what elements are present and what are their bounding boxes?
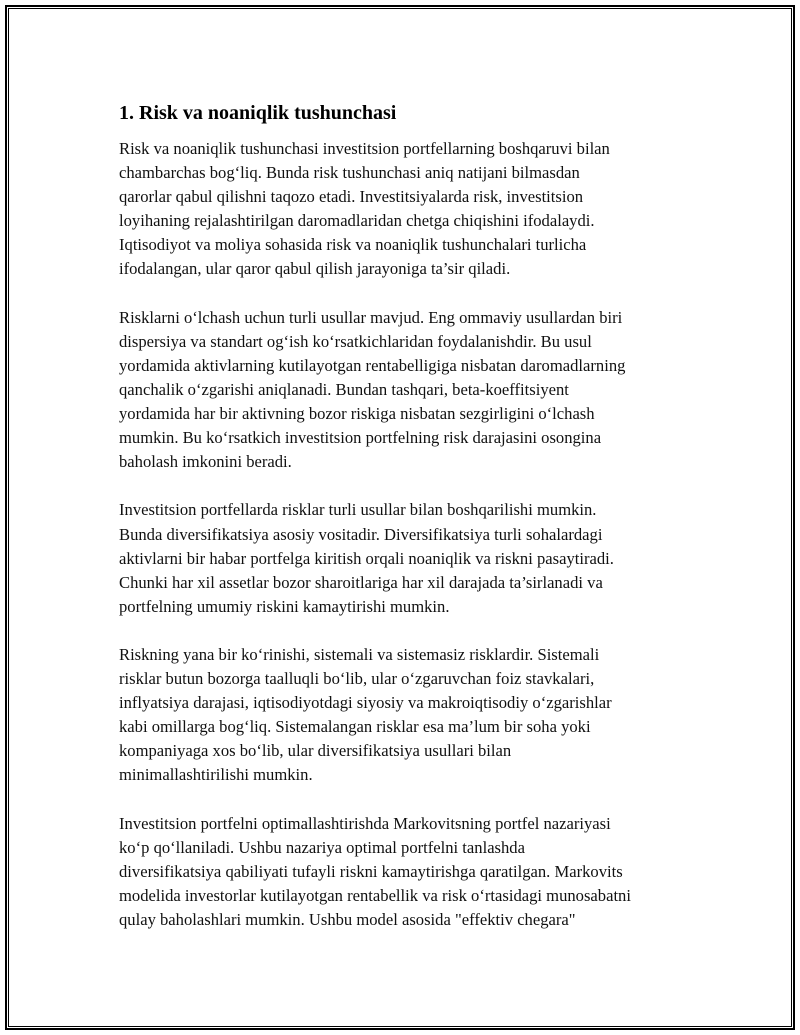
- paragraph-risk-measurement: Risklarni o‘lchash uchun turli usullar mavjud. Eng ommaviy usullardan biri dispersiya va standart og‘ish ko‘rsatkichlaridan foydalanishdir. Bu usul yordamida aktivlarning kutilayotgan rentabelligiga nisbatan daromadlarning qanchalik o‘zgarishi aniqlanadi. Bundan tashqari, beta-koeffitsiyent yordamida har bir aktivning bozor riskiga nisbatan sezgirligini o‘lchash mumkin. Bu ko‘rsatkich investitsion portfelning risk darajasini osongina baholash imkonini beradi.: [119, 307, 626, 472]
- section-heading: 1. Risk va noaniqlik tushunchasi: [119, 102, 397, 124]
- paragraph-risk-concept: Risk va noaniqlik tushunchasi investitsion portfellarning boshqaruvi bilan chambarchas bog‘liq. Bunda risk tushunchasi aniq natijani bilmasdan qarorlar qabul qilishni taqozo etadi. Investitsiyalarda risk, investitsion loyihaning rejalashtirilgan daromadlaridan chetga chiqishini ifodalaydi. Iqtisodiyot va moliya sohasida risk va noaniqlik tushunchalari turlicha ifodalangan, ular qaror qabul qilish jarayoniga ta’sir qiladi.: [119, 139, 610, 279]
- paragraph-risk-management: Investitsion portfellarda risklar turli usullar bilan boshqarilishi mumkin. Bunda diversifikatsiya asosiy vositadir. Diversifikatsiya turli sohalardagi aktivlarni bir habar portfelga kiritish orqali noaniqlik va riskni pasaytiradi. Chunki har xil assetlar bozor sharoitlariga har xil darajada ta’sirlanadi va portfelning umumiy riskini kamaytirishi mumkin.: [119, 500, 614, 616]
- page-frame: [5, 5, 795, 1030]
- document-body: [119, 100, 709, 956]
- paragraph-systematic-risk: Riskning yana bir ko‘rinishi, sistemali va sistemasiz risklardir. Sistemali risklar butun bozorga taalluqli bo‘lib, ular o‘zgaruvchan foiz stavkalari, inflyatsiya darajasi, iqtisodiyotdagi siyosiy va makroiqtisodiy o‘zgarishlar kabi omillarga bog‘liq. Sistemalangan risklar esa ma’lum bir soha yoki kompaniyaga xos bo‘lib, ular diversifikatsiya usullari bilan minimallashtirilishi mumkin.: [119, 644, 612, 785]
- paragraph-markowitz-theory: Investitsion portfelni optimallashtirishda Markovitsning portfel nazariyasi ko‘p qo‘llaniladi. Ushbu nazariya optimal portfelni tanlashda diversifikatsiya qabiliyati tufayli riskni kamaytirishga qaratilgan. Markovits modelida investorlar kutilayotgan rentabellik va risk o‘rtasidagi munosabatni qulay baholashlari mumkin. Ushbu model asosida "effektiv chegara": [119, 813, 631, 929]
